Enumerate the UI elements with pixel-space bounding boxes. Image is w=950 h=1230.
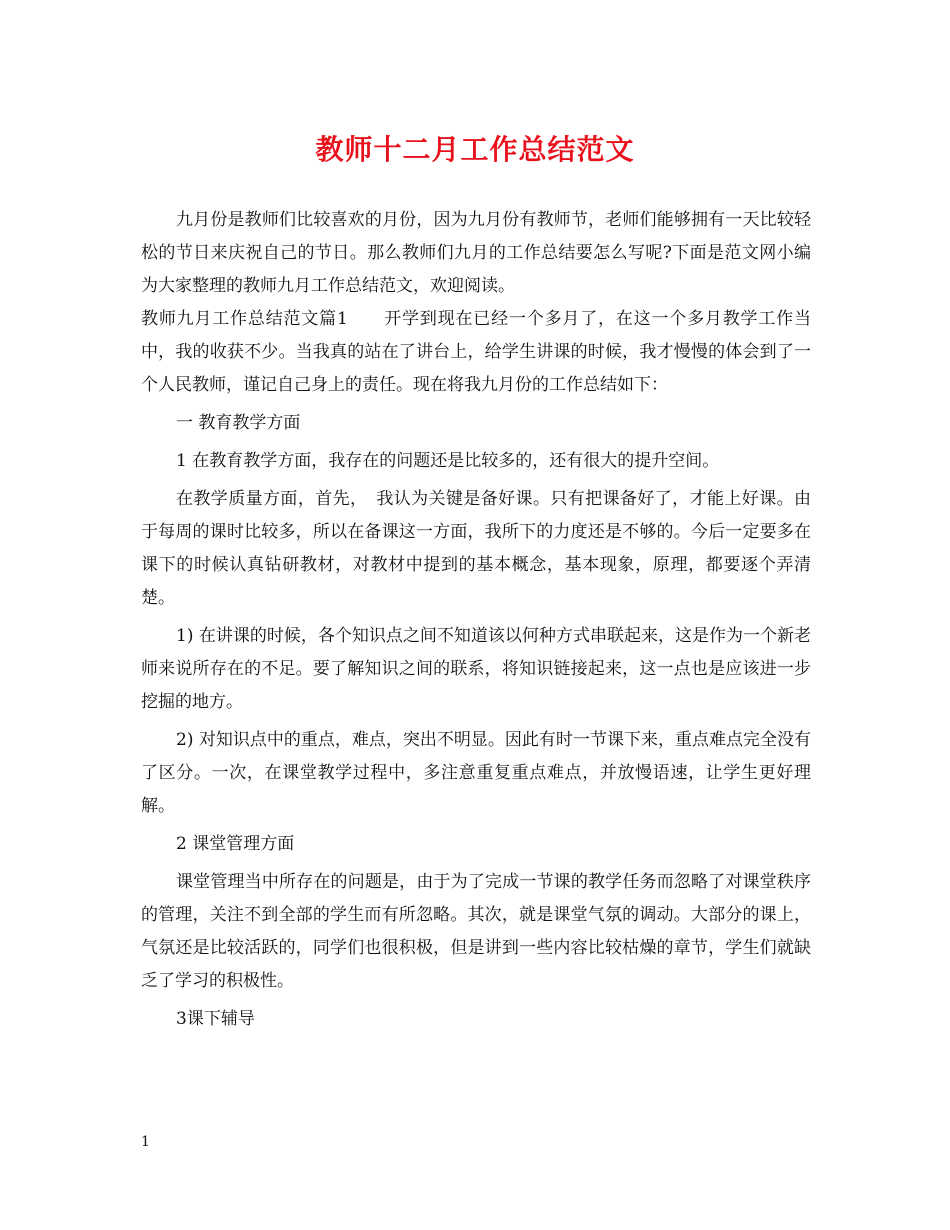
point-2-paragraph: 2) 对知识点中的重点，难点，突出不明显。因此有时一节课下来，重点难点完全没有了区分。一次，在课堂教学过程中，多注意重复重点难点，并放慢语速，让学生更好理解。	[141, 730, 811, 816]
teaching-quality-paragraph: 在教学质量方面，首先， 我认为关键是备好课。只有把课备好了，才能上好课。由于每周的课时比较多，所以在备课这一方面，我所下的力度还是不够的。今后一定要多在课下的时候认真钻研教材，对教材中提到的基本概念，基本现象，原理，都要逐个弄清楚。	[141, 489, 811, 608]
heading-teaching: 一 教育教学方面	[176, 413, 301, 433]
heading-after-class: 3课下辅导	[176, 1009, 255, 1029]
point-1-paragraph: 1) 在讲课的时候，各个知识点之间不知道该以何种方式串联起来，这是作为一个新老师来说所存在的不足。要了解知识之间的联系，将知识链接起来，这一点也是应该进一步挖掘的地方。	[141, 626, 811, 712]
classroom-management-paragraph: 课堂管理当中所存在的问题是，由于为了完成一节课的教学任务而忽略了对课堂秩序的管理，关注不到全部的学生而有所忽略。其次，就是课堂气氛的调动。大部分的课上，气氛还是比较活跃的，同学们也很积极，但是讲到一些内容比较枯燥的章节，学生们就缺乏了学习的积极性。	[141, 872, 811, 991]
document-body	[141, 204, 811, 1036]
subheading-1: 1 在教育教学方面，我存在的问题还是比较多的，还有很大的提升空间。	[176, 451, 720, 471]
section-intro-paragraph: 教师九月工作总结范文篇1 开学到现在已经一个多月了，在这一个多月教学工作当中，我的收获不少。当我真的站在了讲台上，给学生讲课的时候，我才慢慢的体会到了一个人民教师，谨记自己身上的责任。现在将我九月份的工作总结如下：	[141, 309, 811, 395]
heading-classroom-management: 2 课堂管理方面	[176, 834, 295, 854]
document-title: 教师十二月工作总结范文	[315, 133, 635, 166]
page-number: 1	[141, 1134, 150, 1150]
intro-paragraph: 九月份是教师们比较喜欢的月份，因为九月份有教师节，老师们能够拥有一天比较轻松的节日来庆祝自己的节日。那么教师们九月的工作总结要怎么写呢?下面是范文网小编为大家整理的教师九月工作总结范文，欢迎阅读。	[141, 210, 811, 296]
